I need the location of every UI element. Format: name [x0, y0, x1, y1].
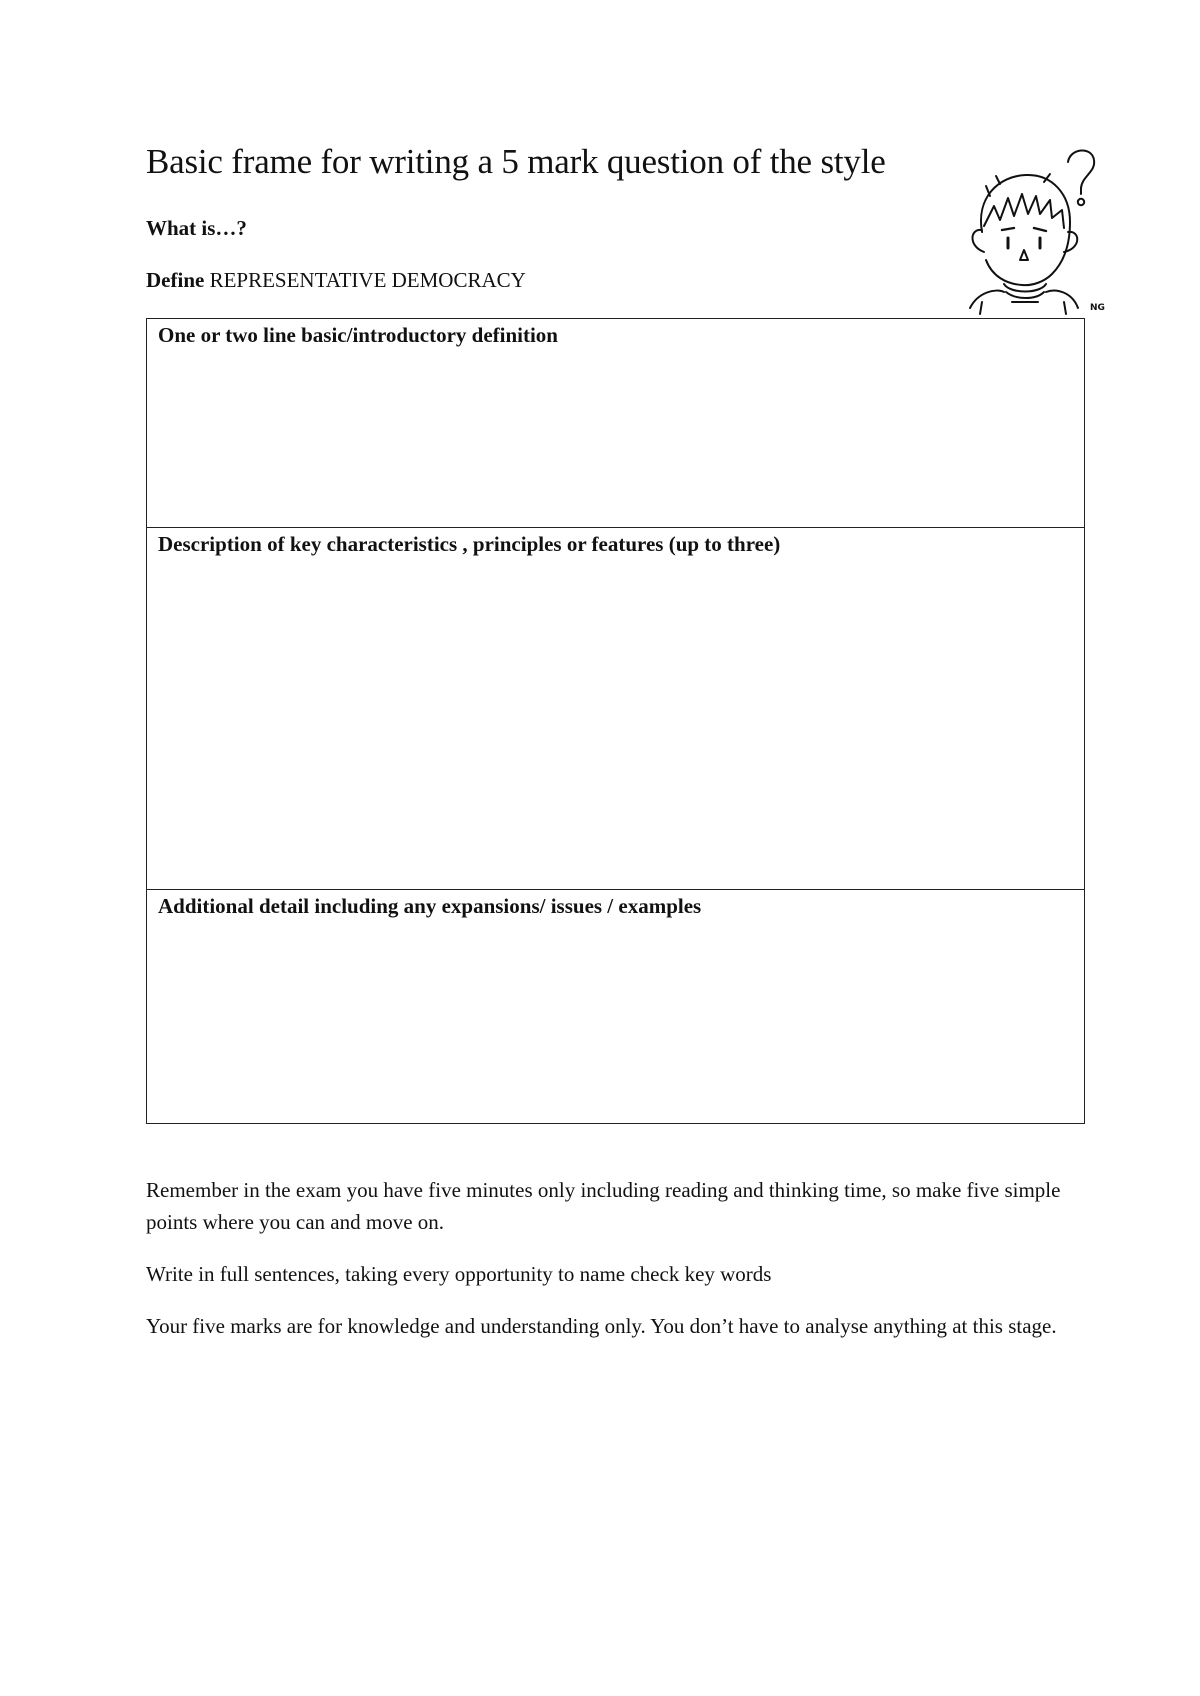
note-paragraph: Remember in the exam you have five minutes only including reading and thinking time, so make five simple points where you can and move on.: [146, 1178, 1061, 1234]
signature-mark: NG: [1090, 303, 1105, 313]
section-definition[interactable]: [147, 319, 1084, 528]
note-paragraph: Write in full sentences, taking every opportunity to name check key words: [146, 1262, 772, 1286]
instructions: [146, 1174, 1066, 1362]
define-label: Define: [146, 268, 205, 292]
section-heading: Additional detail including any expansions/ issues / examples: [158, 894, 702, 918]
section-heading: One or two line basic/introductory definition: [158, 323, 558, 347]
head-outline: [981, 175, 1070, 285]
page-title: Basic frame for writing a 5 mark question of the style: [146, 142, 886, 181]
define-term: REPRESENTATIVE DEMOCRACY: [209, 268, 526, 292]
thinking-boy-icon: [960, 142, 1115, 317]
note-paragraph: Your five marks are for knowledge and understanding only. You don’t have to analyse anything at this stage.: [146, 1314, 1057, 1338]
define-line: [146, 268, 526, 293]
question-style: What is…?: [146, 216, 247, 240]
question-mark-icon: [1068, 150, 1094, 194]
section-heading: Description of key characteristics , principles or features (up to three): [158, 532, 781, 556]
section-additional-detail[interactable]: [147, 890, 1084, 1123]
answer-frame: [146, 318, 1085, 1124]
section-characteristics[interactable]: [147, 528, 1084, 890]
